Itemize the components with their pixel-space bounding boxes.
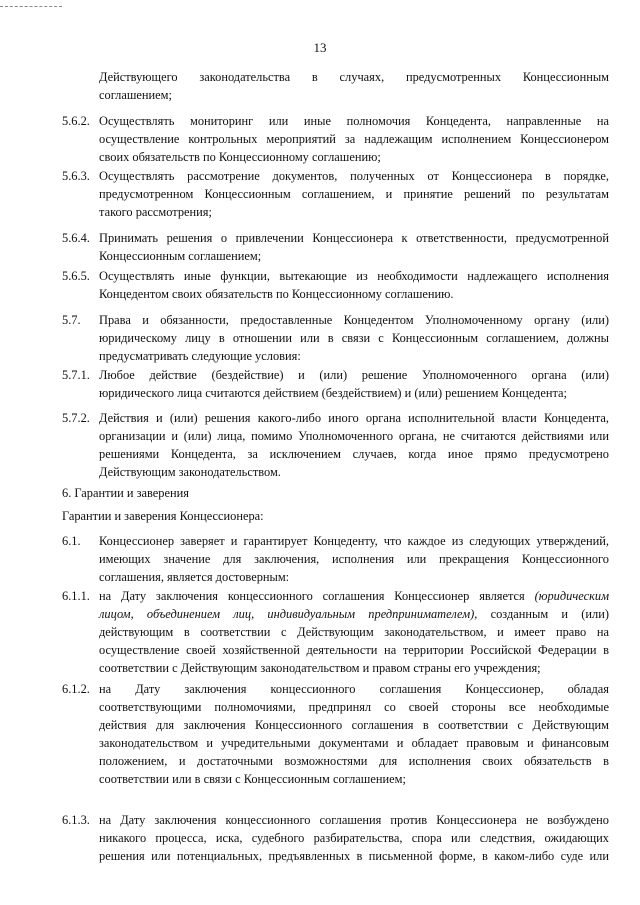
text-run: , созданным и (или) [474, 607, 609, 621]
text-line: действующим в соответствии с Действующим законодательством, и имеет право на [99, 625, 609, 639]
text-line: соглашением; [99, 88, 172, 102]
scan-corner-mark [0, 6, 62, 8]
text-line: предусматривать следующие условия: [99, 349, 301, 363]
text-line: Концессионер заверяет и гарантирует Концеденту, что каждое из следующих утверждений, [99, 534, 609, 548]
section-heading-text: 6. Гарантии и заверения [62, 486, 189, 500]
text-line: предусмотренном Концессионным соглашением, и принятие решений по результатам [99, 187, 609, 201]
text-line: Концессионным соглашением; [99, 249, 262, 263]
text-line: Осуществлять иные функции, вытекающие из необходимости надлежащего исполнения [99, 269, 609, 283]
text-line: такого рассмотрения; [99, 205, 212, 219]
text-line [99, 605, 609, 623]
text-line: Действующего законодательства в случаях, предусмотренных Концессионным [99, 70, 609, 84]
text-line: на Дату заключения концессионного соглашения Концессионер, обладая [99, 682, 609, 696]
clause-number: 5.7.1. [62, 368, 90, 382]
text-line: Концедентом своих обязательств по Концессионному соглашению. [99, 287, 454, 301]
text-line: Осуществлять мониторинг или иные полномочия Концедента, направленные на [99, 114, 609, 128]
clause-number: 5.6.3. [62, 169, 90, 183]
text-line: законодательством и учредительными документами и обладает правовым и финансовым [99, 736, 609, 750]
clause-number: 6.1.3. [62, 813, 90, 827]
text-line: осуществление контрольных мероприятий за надлежащим исполнением Концессионером [99, 132, 609, 146]
text-line: юридическому лицу в отношении или в связи с Концессионным соглашением, должны [99, 331, 609, 345]
text-line: положением, и достаточными возможностями для исполнения своих обязательств в [99, 754, 609, 768]
text-line: соглашения, является достоверным: [99, 570, 290, 584]
text-run: на Дату заключения концессионного соглашения Концессионер является [99, 589, 535, 603]
text-line: решениями Концедента, за исключением случаев, когда иное прямо предусмотрено [99, 447, 609, 461]
clause-number: 5.6.5. [62, 269, 90, 283]
page-number: 13 [313, 40, 327, 55]
text-line: Действия и (или) решения какого-либо иного органа исполнительной власти Концедента, [99, 411, 609, 425]
text-line: на Дату заключения концессионного соглашения против Концессионера не возбуждено [99, 813, 609, 827]
text-line: действия для заключения Концессионного соглашения в соответствии с Действующим [99, 718, 609, 732]
clause-number: 5.7. [62, 313, 81, 327]
text-line: соответствии или в связи с Концессионным соглашением; [99, 772, 406, 786]
text-line: Осуществлять рассмотрение документов, полученных от Концессионера в порядке, [99, 169, 609, 183]
clause-number: 6.1.2. [62, 682, 90, 696]
text-line: решения или потенциальных, предъявленных в письменной форме, в каком-либо суде или [99, 849, 609, 863]
text-line: Любое действие (бездействие) и (или) решение Уполномоченного органа (или) [99, 368, 609, 382]
text-line: имеющих значение для заключения, исполнения или прекращения Концессионного [99, 552, 609, 566]
clause-number: 5.7.2. [62, 411, 90, 425]
text-line: соответствующими полномочиями, предпринял со своей стороны все необходимые [99, 700, 609, 714]
text-line: Принимать решения о привлечении Концессионера к ответственности, предусмотренной [99, 231, 609, 245]
text-line: Действующим законодательством. [99, 465, 281, 479]
italic-text-run: (юридическим [534, 589, 609, 603]
text-line: своих обязательств по Концессионному соглашению; [99, 150, 381, 164]
text-line [99, 587, 609, 605]
text-line: соответствии с Действующим законодательством и правом страны его учреждения; [99, 661, 541, 675]
text-line: никакого процесса, иска, судебного разбирательства, спора или следствия, ожидающих [99, 831, 609, 845]
text-line: организации и (или) лица, помимо Уполномоченного органа, не считаются действиями или [99, 429, 609, 443]
text-line: Права и обязанности, предоставленные Концедентом Уполномоченному органу (или) [99, 313, 609, 327]
clause-number: 5.6.2. [62, 114, 90, 128]
italic-text-run: лицом, объединением лиц, индивидуальным предпринимателем) [99, 607, 475, 621]
clause-number: 6.1. [62, 534, 81, 548]
section-intro-text: Гарантии и заверения Концессионера: [62, 509, 264, 523]
text-line: юридического лица считаются действием (бездействием) и (или) решением Концедента; [99, 386, 567, 400]
clause-number: 5.6.4. [62, 231, 90, 245]
text-line: осуществление своей хозяйственной деятельности на территории Российской Федерации в [99, 643, 609, 657]
clause-number: 6.1.1. [62, 589, 90, 603]
